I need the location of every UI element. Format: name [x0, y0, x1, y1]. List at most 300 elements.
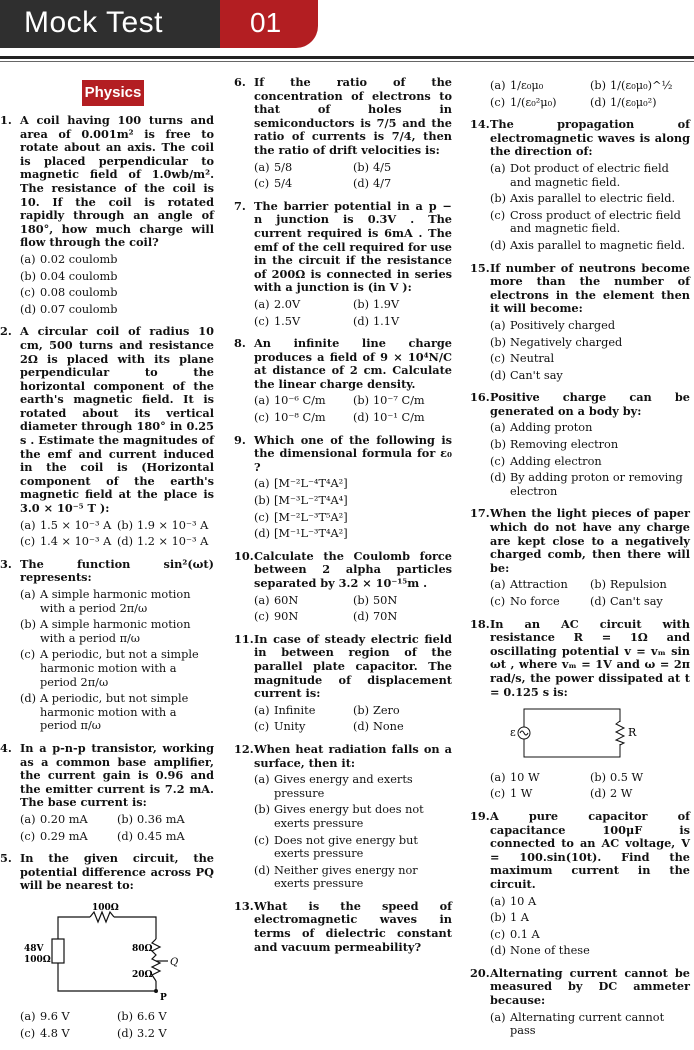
question-number: 15.: [470, 260, 490, 275]
option: [117, 535, 214, 549]
option: [490, 79, 590, 93]
question-stem: [0, 852, 214, 893]
option-text: 6.6 V: [137, 1010, 167, 1024]
label-source-r: 100Ω: [24, 954, 51, 965]
circuit-loop: [524, 709, 620, 757]
option-letter: (d): [490, 471, 507, 485]
option-grid: [470, 79, 690, 109]
option-letter: (a): [490, 421, 506, 435]
option-letter: (b): [490, 911, 507, 925]
option-text: 0.08 coulomb: [40, 286, 118, 300]
question-stem: [234, 200, 452, 295]
option-letter: (d): [353, 720, 370, 734]
option-text: Axis parallel to electric field.: [510, 192, 676, 206]
option: [117, 1010, 214, 1024]
option-letter: (d): [117, 829, 134, 843]
option: [254, 298, 353, 312]
option-letter: (d): [590, 95, 607, 109]
option-grid: [234, 298, 452, 328]
question-text: Positive charge can be generated on a body by:: [490, 390, 690, 418]
option-text: 1.9 × 10⁻³ A: [137, 518, 209, 532]
question-number: 6.: [234, 75, 246, 89]
question-stem: [470, 391, 690, 418]
option-text: 10⁻⁸ C/m: [274, 411, 326, 425]
option: [254, 394, 353, 408]
option-letter: (b): [490, 192, 507, 206]
question-stem: [470, 810, 690, 892]
option-text: 0.29 mA: [40, 829, 88, 843]
option-letter: (d): [353, 411, 370, 425]
option-text: 3.2 V: [137, 1027, 167, 1041]
option-grid: [470, 578, 690, 608]
wire: [114, 917, 156, 939]
question: [234, 900, 452, 954]
option-text: 1.5 × 10⁻³ A: [40, 518, 112, 532]
option: [254, 704, 353, 718]
option-grid: [234, 394, 452, 424]
option-text: [M⁻³L⁻²T⁴A⁴]: [274, 494, 348, 508]
option-letter: (c): [20, 286, 36, 300]
option: [20, 519, 117, 533]
question-number: 14.: [470, 117, 490, 132]
option: [353, 720, 452, 734]
option: [254, 411, 353, 425]
question-stem: [0, 742, 214, 810]
question-number: 10.: [234, 548, 254, 563]
option-grid: [470, 771, 690, 801]
question: [470, 118, 690, 252]
question: [234, 200, 452, 328]
option: [353, 161, 452, 175]
question: [234, 633, 452, 734]
option-letter: (a): [20, 518, 36, 532]
option-text: A periodic, but not a simple harmonic motion with a period 2π/ω: [40, 648, 199, 689]
option: [353, 298, 452, 312]
option-text: 10 A: [510, 894, 537, 908]
option: [254, 161, 353, 175]
label-r1: 80Ω: [132, 943, 153, 954]
question-text: Alternating current cannot be measured by DC ammeter because:: [490, 965, 690, 1008]
option-grid: [0, 519, 214, 549]
question-stem: [0, 114, 214, 250]
column-3: [470, 76, 690, 1047]
option-text: 1/(ε₀²μ₀): [510, 95, 557, 109]
option: [0, 270, 214, 284]
question: [0, 558, 214, 733]
battery-symbol: [52, 939, 64, 963]
option-text: 5/8: [274, 160, 293, 174]
option: [470, 162, 690, 189]
option: [490, 96, 590, 110]
option-text: No force: [510, 595, 560, 608]
option: [20, 813, 117, 827]
option-text: Can't say: [610, 595, 663, 608]
option-text: 70N: [373, 610, 398, 624]
option-letter: (c): [490, 352, 506, 366]
option: [470, 895, 690, 909]
option-letter: (d): [20, 302, 37, 316]
question: [234, 434, 452, 541]
question-text: The propagation of electromagnetic waves is along the direction of:: [490, 117, 690, 159]
option: [254, 177, 353, 191]
option-text: 1.4 × 10⁻³ A: [40, 535, 112, 549]
question-text: A circular coil of radius 10 cm, 500 turns and resistance 2Ω is placed with its plane perpendicular to the horizontal component of the earth's magnetic field. It is rotated about its vertical diameter through 180° in 0.25 s . Estimate the magnitudes of the emf and current induced in the coil is (Horizontal component of the earth's magnetic field at the place is 3.0 × 10⁻⁵ T ):: [20, 324, 214, 516]
option-text: 9.6 V: [40, 1010, 70, 1024]
question-number: 7.: [234, 198, 246, 213]
question-number: 19.: [470, 808, 490, 823]
option-letter: (a): [254, 703, 270, 717]
option-letter: (a): [254, 394, 270, 408]
question-text: Calculate the Coulomb force between 2 alpha particles separated by 3.2 × 10⁻¹⁵m .: [254, 548, 452, 590]
option: [470, 336, 690, 350]
option-text: Removing electron: [510, 438, 619, 452]
option-letter: (c): [254, 411, 270, 425]
option-letter: (d): [20, 692, 37, 706]
option-text: Neither gives energy nor exerts pressure: [274, 863, 418, 891]
option-text: 2.0V: [274, 297, 301, 311]
option-text: 1.1V: [373, 314, 400, 328]
option-text: 60N: [274, 593, 299, 607]
option-text: 1/ε₀μ₀: [510, 79, 544, 92]
question-text: What is the speed of electromagnetic waves in terms of dielectric constant and vacuum permeability?: [254, 898, 452, 954]
option-text: 4/5: [373, 160, 392, 174]
question-text: An infinite line charge produces a field of 9 × 10⁴N/C at distance of 2 cm. Calculate the linear charge density.: [254, 336, 452, 391]
page-header: [0, 0, 694, 62]
option: [0, 286, 214, 300]
option-text: 1.5V: [274, 314, 301, 328]
option-text: None of these: [510, 944, 590, 958]
option-letter: (d): [353, 314, 370, 328]
option-text: 0.45 mA: [137, 829, 185, 843]
option: [470, 911, 690, 925]
option-text: 0.1 A: [510, 927, 540, 941]
option-letter: (b): [353, 394, 370, 408]
option-letter: (d): [117, 1027, 134, 1041]
option-letter: (b): [590, 79, 607, 92]
option: [590, 787, 690, 801]
question: [470, 262, 690, 383]
option-text: 1 W: [510, 787, 533, 801]
option-text: By adding proton or removing electron: [510, 471, 683, 498]
label-source: 48V: [24, 943, 44, 954]
option-letter: (a): [254, 593, 270, 607]
option-text: Can't say: [510, 368, 563, 382]
option: [353, 177, 452, 191]
option-text: Cross product of electric field and magnetic field.: [510, 208, 681, 236]
question-number: 4.: [0, 740, 12, 755]
option: [470, 1011, 690, 1038]
option-letter: (a): [20, 1010, 36, 1024]
option-letter: (c): [20, 535, 36, 549]
option: [0, 253, 214, 267]
resistor-right: [152, 939, 160, 981]
ac-circuit-wrapper: [510, 705, 690, 767]
option-text: Negatively charged: [510, 335, 623, 349]
question-number: 12.: [234, 741, 254, 756]
option-text: 0.20 mA: [40, 812, 88, 826]
option: [470, 471, 690, 498]
option-letter: (c): [490, 454, 506, 468]
option-text: Infinite: [274, 703, 316, 717]
question: [234, 743, 452, 891]
option: [0, 648, 214, 689]
option-letter: (b): [353, 160, 370, 174]
option-letter: (b): [254, 494, 271, 508]
option-text: Alternating current cannot pass: [510, 1010, 665, 1038]
question: [0, 852, 214, 1041]
option-letter: (c): [490, 595, 506, 608]
option-letter: (d): [353, 610, 370, 624]
option-letter: (d): [490, 368, 507, 382]
option: [117, 830, 214, 844]
option-letter: (a): [490, 1010, 506, 1024]
option-letter: (a): [20, 812, 36, 826]
question-number: 2.: [0, 324, 12, 339]
option: [20, 830, 117, 844]
option-letter: (a): [20, 252, 36, 266]
option-letter: (d): [490, 238, 507, 252]
header-rule-thin: [0, 61, 694, 62]
question: [0, 325, 214, 549]
option-letter: (c): [254, 610, 270, 624]
option: [234, 477, 452, 491]
option: [0, 618, 214, 645]
option: [234, 511, 452, 525]
option: [470, 319, 690, 333]
option: [490, 578, 590, 592]
option-letter: (b): [254, 803, 271, 817]
question-number: 11.: [234, 631, 254, 646]
option: [117, 519, 214, 533]
option-letter: (a): [254, 160, 270, 174]
question: [470, 618, 690, 801]
question: [0, 114, 214, 316]
option: [470, 944, 690, 958]
column-1: [0, 114, 214, 1050]
option-text: 10⁻⁷ C/m: [373, 394, 425, 408]
question: [470, 967, 690, 1038]
option-text: A periodic, but not simple harmonic motion with a period π/ω: [40, 692, 189, 733]
option-letter: (c): [490, 95, 506, 109]
header-rule: [0, 56, 694, 59]
option-text: [M⁻¹L⁻³T⁴A²]: [274, 527, 348, 541]
option-letter: (d): [490, 944, 507, 958]
option-letter: (c): [490, 927, 506, 941]
question-number: 17.: [470, 506, 490, 521]
question-stem: [470, 118, 690, 159]
question-stem: [234, 434, 452, 475]
option: [590, 578, 690, 592]
question-text: A coil having 100 turns and area of 0.001m² is free to rotate about an axis. The coil is placed perpendicular to magnetic field of 1.0wb/m². The resistance of the coil is 10. If the coil is rotated rapidly through an angle of 180°, how much charge will flow through the coil?: [20, 113, 214, 250]
option-letter: (a): [20, 588, 36, 601]
option: [470, 192, 690, 206]
option-letter: (b): [20, 618, 37, 632]
option-letter: (b): [353, 593, 370, 607]
option-text: Gives energy but does not exerts pressure: [274, 803, 424, 830]
option-text: [M⁻²L⁻⁴T⁴A²]: [274, 477, 348, 491]
ac-circuit-diagram: [510, 705, 640, 763]
option-letter: (a): [490, 79, 506, 92]
question-stem: [0, 325, 214, 515]
option-letter: (d): [254, 527, 271, 541]
option-text: A simple harmonic motion with a period π/ω: [40, 618, 191, 645]
option: [0, 303, 214, 317]
option-letter: (a): [254, 477, 270, 491]
option: [590, 79, 690, 93]
option-grid: [0, 813, 214, 843]
option: [353, 704, 452, 718]
option-text: 1.2 × 10⁻³ A: [137, 535, 209, 549]
question-stem: [234, 900, 452, 954]
option-text: Does not give energy but exerts pressure: [274, 833, 418, 861]
option-text: 1/(ε₀μ₀)^½: [610, 79, 673, 92]
question-number: 16.: [470, 390, 490, 405]
question-text: The function sin²(ωt) represents:: [20, 556, 214, 585]
option-grid: [234, 161, 452, 191]
option-text: A simple harmonic motion with a period 2π/ω: [40, 588, 191, 615]
node-p: [154, 989, 158, 993]
option-letter: (b): [490, 438, 507, 452]
option-text: 90N: [274, 610, 299, 624]
option-letter: (c): [20, 829, 36, 843]
option-letter: (c): [254, 720, 270, 734]
question-number: 20.: [470, 965, 490, 980]
wire: [58, 917, 90, 939]
option-text: 1/(ε₀μ₀²): [610, 95, 657, 109]
option-text: 0.07 coulomb: [40, 302, 118, 316]
option-letter: (b): [490, 335, 507, 349]
question-text: When the light pieces of paper which do not have any charge are kept close to a negatively charged comb, then there will be:: [490, 506, 690, 575]
question: [470, 810, 690, 958]
option: [353, 394, 452, 408]
option: [470, 369, 690, 383]
option-text: None: [373, 720, 404, 734]
option: [470, 928, 690, 942]
option-letter: (a): [490, 770, 506, 784]
option-text: 10⁻⁶ C/m: [274, 394, 326, 408]
option: [470, 421, 690, 435]
option-letter: (b): [117, 1010, 134, 1024]
option: [20, 535, 117, 549]
option-text: 2 W: [610, 787, 633, 801]
question-number: 13.: [234, 898, 254, 913]
option: [353, 594, 452, 608]
option-text: Zero: [373, 703, 400, 717]
option: [234, 773, 452, 800]
option-letter: (a): [490, 318, 506, 332]
question-number: 3.: [0, 556, 12, 571]
question-number: 5.: [0, 851, 12, 866]
question-stem: [470, 507, 690, 575]
option-text: Unity: [274, 720, 306, 734]
option-text: Adding proton: [510, 421, 593, 435]
option-text: 0.02 coulomb: [40, 252, 118, 266]
option-text: Gives energy and exerts pressure: [274, 773, 413, 800]
option: [254, 610, 353, 624]
option: [234, 803, 452, 830]
option: [490, 787, 590, 801]
question: [234, 76, 452, 191]
question: [234, 337, 452, 425]
question: [470, 391, 690, 498]
option-text: 1 A: [510, 911, 529, 925]
option-letter: (b): [353, 297, 370, 311]
option-letter: (c): [20, 648, 36, 662]
option-letter: (b): [20, 269, 37, 283]
option: [490, 595, 590, 609]
question-text: If number of neutrons become more than the number of electrons in the element then it will become:: [490, 260, 690, 316]
option-letter: (b): [353, 703, 370, 717]
question-text: If the ratio of the concentration of electrons to that of holes in semiconductors is 7/5 and the ratio of currents is 7/4, then the ratio of drift velocities is:: [254, 75, 452, 157]
option-text: Dot product of electric field and magnetic field.: [510, 161, 669, 189]
circuit-wrapper: [24, 899, 214, 1005]
option: [254, 594, 353, 608]
option-letter: (c): [490, 208, 506, 222]
option-letter: (d): [254, 863, 271, 877]
option: [470, 455, 690, 469]
circuit-diagram: [24, 899, 188, 1003]
option: [20, 1027, 117, 1041]
option-text: 0.04 coulomb: [40, 269, 118, 283]
question-number: 8.: [234, 336, 246, 351]
question: [234, 550, 452, 624]
option-letter: (c): [20, 1027, 36, 1041]
option-letter: (a): [254, 297, 270, 311]
option-text: Repulsion: [610, 578, 667, 592]
option-grid: [0, 1010, 214, 1040]
question-stem: [234, 76, 452, 158]
option: [353, 610, 452, 624]
option: [353, 411, 452, 425]
option: [590, 595, 690, 609]
question-text: Which one of the following is the dimensional formula for ε₀ ?: [254, 432, 452, 474]
label-p: P: [160, 992, 167, 1003]
option-letter: (a): [490, 578, 506, 592]
question-text: When heat radiation falls on a surface, then it:: [254, 741, 452, 770]
resistor-top: [90, 912, 114, 922]
question-stem: [470, 967, 690, 1008]
option: [234, 834, 452, 861]
option: [234, 864, 452, 891]
option-letter: (d): [353, 177, 370, 191]
option-letter: (b): [117, 518, 134, 532]
option: [254, 720, 353, 734]
option: [0, 588, 214, 615]
option: [353, 315, 452, 329]
option-text: 50N: [373, 593, 398, 607]
option-text: 4.8 V: [40, 1027, 70, 1041]
option-letter: (d): [117, 535, 134, 549]
option-text: Adding electron: [510, 454, 602, 468]
header-title: Mock Test: [0, 0, 220, 48]
option-letter: (d): [590, 787, 607, 801]
option-grid: [234, 594, 452, 624]
option-text: 10⁻¹ C/m: [373, 411, 425, 425]
option-text: 4/7: [373, 177, 392, 191]
question-stem: [234, 550, 452, 591]
option: [0, 692, 214, 733]
option-letter: (b): [590, 770, 607, 784]
question-stem: [470, 262, 690, 316]
option-text: 1.9V: [373, 297, 400, 311]
question-stem: [0, 558, 214, 585]
option: [254, 315, 353, 329]
label-top-resistor: 100Ω: [92, 902, 119, 913]
option-text: Attraction: [510, 578, 568, 592]
option-letter: (c): [254, 833, 270, 847]
question-stem: [234, 337, 452, 391]
option-letter: (b): [117, 812, 134, 826]
